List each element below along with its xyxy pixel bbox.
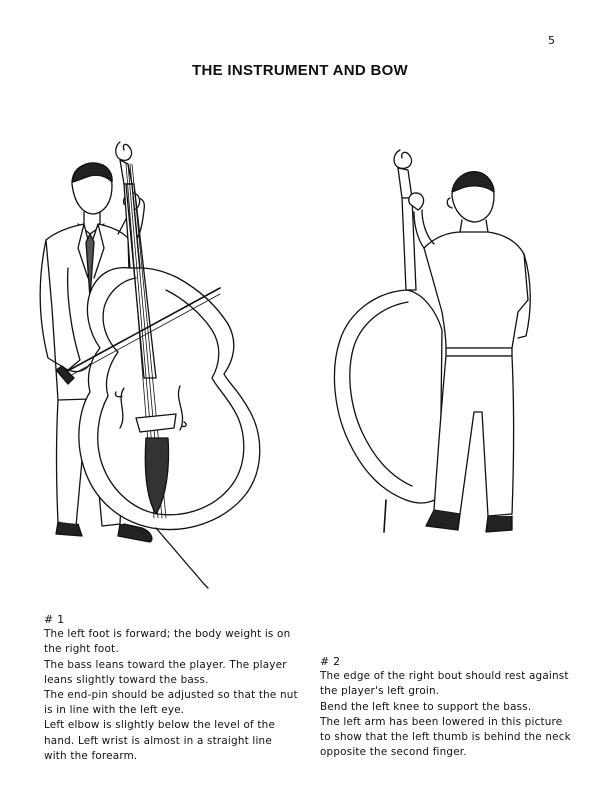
caption-line: Bend the left knee to support the bass.: [320, 700, 532, 713]
figure-1-bassist-front-illustration: [28, 138, 278, 596]
caption-line: The end-pin should be adjusted so that the nut: [44, 689, 298, 702]
caption-line: the player's left groin.: [320, 685, 440, 698]
caption-line: The bass leans toward the player. The player: [44, 658, 287, 671]
caption-line: The left foot is forward; the body weight is on: [44, 628, 291, 641]
caption-figure-1: [44, 612, 296, 764]
page-number: 5: [548, 34, 555, 47]
caption-line: the right foot.: [44, 643, 119, 656]
caption-line: opposite the second finger.: [320, 746, 467, 759]
caption-number-2: # 2: [320, 655, 341, 668]
caption-line: The left arm has been lowered in this picture: [320, 715, 563, 728]
caption-line: with the forearm.: [44, 749, 138, 762]
caption-line: to show that the left thumb is behind the neck: [320, 731, 571, 744]
caption-line: hand. Left wrist is almost in a straight line: [44, 734, 272, 747]
figure-2-bassist-back-illustration: [322, 140, 534, 580]
caption-number-1: # 1: [44, 613, 65, 626]
caption-figure-2: [320, 654, 570, 760]
page-title: THE INSTRUMENT AND BOW: [191, 62, 409, 79]
caption-line: leans slightly toward the bass.: [44, 673, 209, 686]
caption-line: Left elbow is slightly below the level of the: [44, 719, 276, 732]
caption-line: The edge of the right bout should rest against: [320, 670, 569, 683]
caption-line: is in line with the left eye.: [44, 704, 185, 717]
